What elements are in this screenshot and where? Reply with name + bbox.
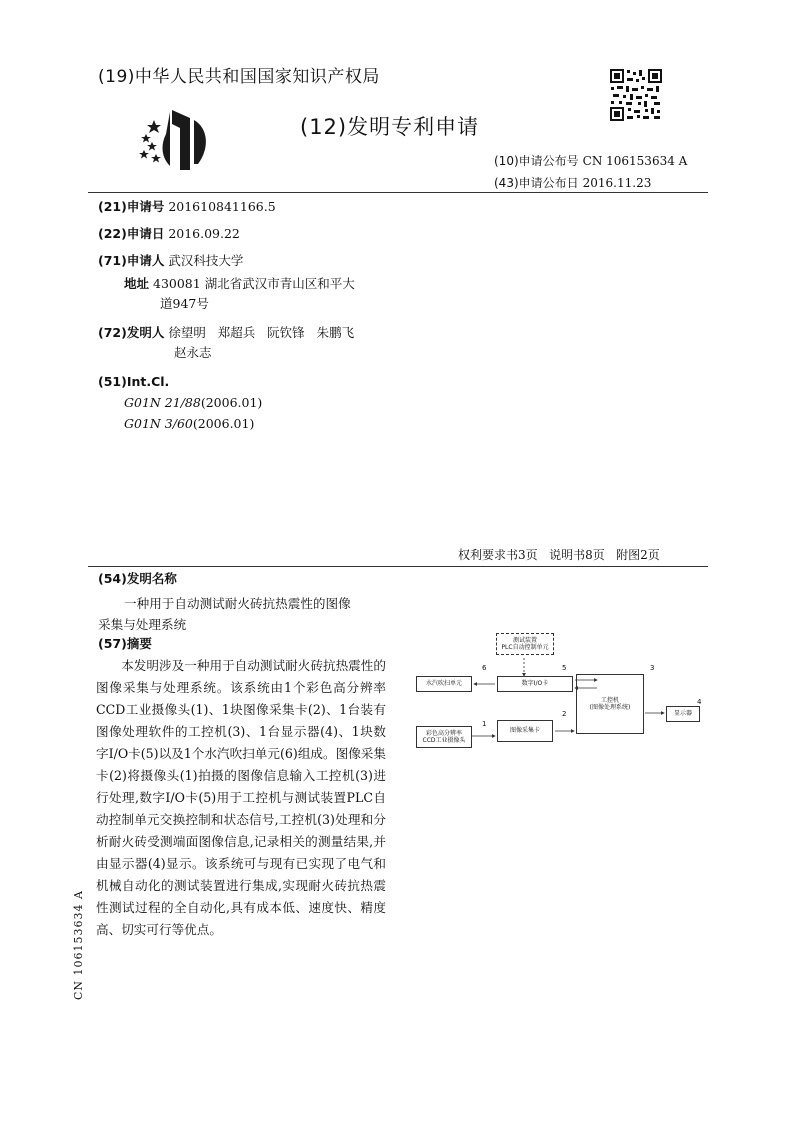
system-block-diagram xyxy=(412,628,712,748)
application-date-row xyxy=(98,224,240,244)
applicant-label: (71)申请人 xyxy=(98,253,165,268)
application-number-label: (21)申请号 xyxy=(98,199,165,214)
address-label: 地址 xyxy=(124,276,150,291)
label-1: 1 xyxy=(482,720,487,728)
qr-code-icon xyxy=(609,68,663,122)
label-6: 6 xyxy=(482,664,487,672)
invention-title-line-1: 一种用于自动测试耐火砖抗热震性的图像 xyxy=(124,596,351,611)
address-line-1: 430081 湖北省武汉市青山区和平大 xyxy=(153,276,355,291)
application-number: 201610841166.5 xyxy=(168,199,276,214)
application-date: 2016.09.22 xyxy=(168,226,240,241)
label-2: 2 xyxy=(562,710,567,718)
invention-title-line-2: 采集与处理系统 xyxy=(98,617,187,632)
label-5: 5 xyxy=(562,664,567,672)
abstract-text: 本发明涉及一种用于自动测试耐火砖抗热震性的图像采集与处理系统。该系统由1个彩色高分辨率CCD工业摄像头(1)、1块图像采集卡(2)、1台装有图像处理软件的工控机(3)、1台显示器(4)、1块数字I/O卡(5)以及1个水汽吹扫单元(6)组成。图像采集卡(2)将摄像头(1)拍摄的图像信息输入工控机(3)进行处理,数字I/O卡(5)用于工控机与测试装置PLC自动控制单元交换控制和状态信号,工控机(3)处理和分析耐火砖受测端面图像信息,记录相关的测量结果,并由显示器(4)显示。该系统可与现有已实现了电气和机械自动化的测试装置进行集成,实现耐火砖抗热震性测试过程的全自动化,具有成本低、速度快、精度高、切实可行等优点。 xyxy=(96,658,386,937)
inventor-row xyxy=(98,323,354,343)
display-box: 显示器 xyxy=(666,706,700,722)
intcl-code-2: G01N 3/60 xyxy=(124,416,193,431)
label-4: 4 xyxy=(697,698,702,706)
application-number-row xyxy=(98,197,276,217)
plc-control-unit-box: 测试装置 PLC自动控制单元 xyxy=(496,633,554,655)
publication-date-row xyxy=(494,174,651,191)
publication-number: CN 106153634 A xyxy=(582,154,688,168)
application-date-label: (22)申请日 xyxy=(98,226,165,241)
ccd-camera-box: 彩色高分辨率 CCD工业摄像头 xyxy=(416,726,472,748)
publication-number-row xyxy=(494,152,687,169)
publication-date: 2016.11.23 xyxy=(582,176,652,190)
intcl-entry-1 xyxy=(124,393,262,413)
applicant-row xyxy=(98,251,243,271)
invention-title-label xyxy=(98,569,177,589)
inventors-line-1: 徐望明 郑超兵 阮钦锋 朱鹏飞 xyxy=(168,325,355,340)
invention-title-label-text: (54)发明名称 xyxy=(98,571,177,586)
intcl-code-1: G01N 21/88 xyxy=(124,395,201,410)
intcl-label xyxy=(98,372,169,392)
intcl-version-2: (2006.01) xyxy=(192,416,255,431)
inventor-label: (72)发明人 xyxy=(98,325,165,340)
applicant-name: 武汉科技大学 xyxy=(168,253,244,268)
industrial-pc-box: 工控机 (图像处理系统) xyxy=(576,674,644,734)
section-divider xyxy=(88,566,708,567)
digital-io-card-box: 数字I/O卡 xyxy=(497,676,573,692)
intcl-entry-2 xyxy=(124,414,254,434)
page-counts: 权利要求书3页 说明书8页 附图2页 xyxy=(458,548,660,562)
abstract-label-text: (57)摘要 xyxy=(98,636,152,651)
label-3: 3 xyxy=(650,664,655,672)
water-purge-unit-box: 水汽吹扫单元 xyxy=(416,676,472,692)
document-type: (12)发明专利申请 xyxy=(300,115,480,139)
abstract-label xyxy=(98,634,152,654)
cnipa-logo-icon xyxy=(132,106,212,172)
address-line-2: 道947号 xyxy=(160,296,209,311)
side-publication-number: CN 106153634 A xyxy=(72,890,85,1000)
publication-number-label: (10)申请公布号 xyxy=(494,154,579,168)
address-row xyxy=(124,274,355,294)
frame-grabber-box: 图像采集卡 xyxy=(497,720,553,742)
intcl-label-text: (51)Int.Cl. xyxy=(98,374,170,389)
header-divider xyxy=(88,192,708,193)
inventors-line-2: 赵永志 xyxy=(174,345,212,360)
publication-date-label: (43)申请公布日 xyxy=(494,176,579,190)
office-name: (19)中华人民共和国国家知识产权局 xyxy=(98,67,380,87)
intcl-version-1: (2006.01) xyxy=(200,395,263,410)
